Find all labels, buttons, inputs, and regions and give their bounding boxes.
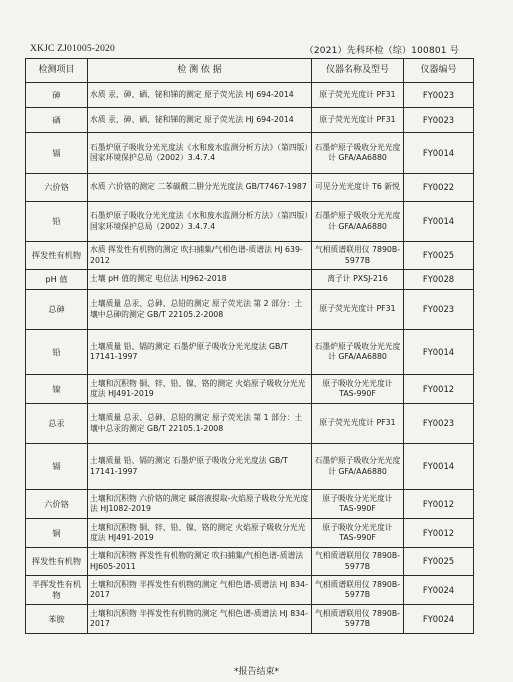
table-row: [26, 404, 474, 444]
test-item: 总砷: [26, 290, 88, 330]
test-item: 铜: [26, 519, 88, 548]
test-basis: 石墨炉原子吸收分光光度法《水和废水监测分析方法》（第四版）国家环境保护总局（2002）3.4.7.4: [88, 202, 312, 242]
instrument-name: 气相质谱联用仪 7890B-5977B: [312, 548, 404, 576]
test-basis: 水质 挥发性有机物的测定 吹扫捕集/气相色谱-质谱法 HJ 639-2012: [88, 242, 312, 270]
header-basis: 检 测 依 据: [88, 59, 312, 83]
instrument-name: 原子吸收分光光度计 TAS-990F: [312, 519, 404, 548]
header-code: 仪器编号: [404, 59, 474, 83]
table-row: [26, 605, 474, 634]
table-row: [26, 330, 474, 375]
test-basis: 土壤和沉积物 半挥发性有机物的测定 气相色谱-质谱法 HJ 834-2017: [88, 576, 312, 605]
report-end-marker: *报告结束*: [233, 667, 279, 677]
instrument-code: FY0023: [404, 108, 474, 133]
test-basis: 石墨炉原子吸收分光光度法《水和废水监测分析方法》（第四版）国家环境保护总局（2002）3.4.7.4: [88, 133, 312, 174]
test-item: 六价铬: [26, 490, 88, 519]
test-item: 挥发性有机物: [26, 242, 88, 270]
instrument-code: FY0014: [404, 202, 474, 242]
instrument-name: 离子计 PXSJ-216: [312, 270, 404, 290]
test-item: 砷: [26, 83, 88, 108]
instrument-name: 原子荧光光度计 PF31: [312, 404, 404, 444]
table-row: [26, 83, 474, 108]
header-item: 检测项目: [26, 59, 88, 83]
test-basis: 土壤和沉积物 铜、锌、铅、镍、铬的测定 火焰原子吸收分光光度法 HJ491-2019: [88, 375, 312, 404]
test-basis: 土壤和沉积物 挥发性有机物的测定 吹扫捕集/气相色谱-质谱法 HJ605-2011: [88, 548, 312, 576]
instrument-name: 石墨炉原子吸收分光光度计 GFA/AA6880: [312, 444, 404, 490]
instrument-code: FY0023: [404, 290, 474, 330]
test-item: 苯胺: [26, 605, 88, 634]
instrument-name: 原子荧光光度计 PF31: [312, 290, 404, 330]
test-basis: 土壤质量 总汞、总砷、总铅的测定 原子荧光法 第 1 部分：土壤中总汞的测定 GB/T 22105.1-2008: [88, 404, 312, 444]
instrument-code: FY0025: [404, 242, 474, 270]
instrument-code: FY0024: [404, 576, 474, 605]
test-item: 镍: [26, 375, 88, 404]
instrument-code: FY0025: [404, 548, 474, 576]
table-row: [26, 444, 474, 490]
table-row: [26, 133, 474, 174]
instrument-code: FY0024: [404, 605, 474, 634]
table-row: [26, 490, 474, 519]
instrument-name: 可见分光光度计 T6 新悦: [312, 174, 404, 202]
test-basis: 土壤质量 铅、镉的测定 石墨炉原子吸收分光光度法 GB/T 17141-1997: [88, 444, 312, 490]
instrument-code: FY0023: [404, 404, 474, 444]
instrument-code: FY0014: [404, 444, 474, 490]
table-row: [26, 174, 474, 202]
test-item: 挥发性有机物: [26, 548, 88, 576]
test-basis: 土壤质量 总汞、总砷、总铅的测定 原子荧光法 第 2 部分：土壤中总砷的测定 GB/T 22105.2-2008: [88, 290, 312, 330]
instrument-name: 石墨炉原子吸收分光光度计 GFA/AA6880: [312, 202, 404, 242]
instrument-name: 气相质谱联用仪 7890B-5977B: [312, 605, 404, 634]
instrument-table: [25, 58, 474, 634]
test-basis: 土壤和沉积物 六价铬的测定 碱溶液提取-火焰原子吸收分光光度法 HJ1082-2019: [88, 490, 312, 519]
test-basis: 土壤 pH 值的测定 电位法 HJ962-2018: [88, 270, 312, 290]
instrument-name: 原子荧光光度计 PF31: [312, 108, 404, 133]
test-item: 铅: [26, 330, 88, 375]
test-item: 铅: [26, 202, 88, 242]
table-row: [26, 242, 474, 270]
instrument-code: FY0012: [404, 375, 474, 404]
instrument-name: 石墨炉原子吸收分光光度计 GFA/AA6880: [312, 330, 404, 375]
instrument-code: FY0014: [404, 133, 474, 174]
instrument-name: 原子吸收分光光度计 TAS-990F: [312, 490, 404, 519]
test-item: 六价铬: [26, 174, 88, 202]
table-row: [26, 576, 474, 605]
test-basis: 土壤质量 铅、镉的测定 石墨炉原子吸收分光光度法 GB/T 17141-1997: [88, 330, 312, 375]
instrument-code: FY0012: [404, 490, 474, 519]
table-header-row: [26, 59, 474, 83]
test-basis: 土壤和沉积物 铜、锌、铅、镍、铬的测定 火焰原子吸收分光光度法 HJ491-2019: [88, 519, 312, 548]
table-row: [26, 202, 474, 242]
table-row: [26, 290, 474, 330]
test-item: 硒: [26, 108, 88, 133]
report-number: （2021）先科环检（综）100801 号: [304, 46, 459, 56]
table-row: [26, 108, 474, 133]
test-item: 总汞: [26, 404, 88, 444]
instrument-code: FY0014: [404, 330, 474, 375]
instrument-code: FY0023: [404, 83, 474, 108]
table-row: [26, 270, 474, 290]
instrument-name: 气相质谱联用仪 7890B-5977B: [312, 576, 404, 605]
test-item: 镉: [26, 133, 88, 174]
test-basis: 水质 汞、砷、硒、铋和锑的测定 原子荧光法 HJ 694-2014: [88, 108, 312, 133]
instrument-name: 原子荧光光度计 PF31: [312, 83, 404, 108]
table-row: [26, 519, 474, 548]
table-row: [26, 548, 474, 576]
test-item: 镉: [26, 444, 88, 490]
document-code: XKJC ZJ01005-2020: [30, 44, 115, 54]
instrument-code: FY0012: [404, 519, 474, 548]
header-instrument: 仪器名称及型号: [312, 59, 404, 83]
instrument-code: FY0022: [404, 174, 474, 202]
instrument-name: 石墨炉原子吸收分光光度计 GFA/AA6880: [312, 133, 404, 174]
table-row: [26, 375, 474, 404]
test-basis: 水质 六价铬的测定 二苯碳酰二肼分光光度法 GB/T7467-1987: [88, 174, 312, 202]
instrument-name: 原子吸收分光光度计 TAS-990F: [312, 375, 404, 404]
test-basis: 水质 汞、砷、硒、铋和锑的测定 原子荧光法 HJ 694-2014: [88, 83, 312, 108]
test-basis: 土壤和沉积物 半挥发性有机物的测定 气相色谱-质谱法 HJ 834-2017: [88, 605, 312, 634]
instrument-code: FY0028: [404, 270, 474, 290]
instrument-name: 气相质谱联用仪 7890B-5977B: [312, 242, 404, 270]
test-item: 半挥发性有机物: [26, 576, 88, 605]
test-item: pH 值: [26, 270, 88, 290]
